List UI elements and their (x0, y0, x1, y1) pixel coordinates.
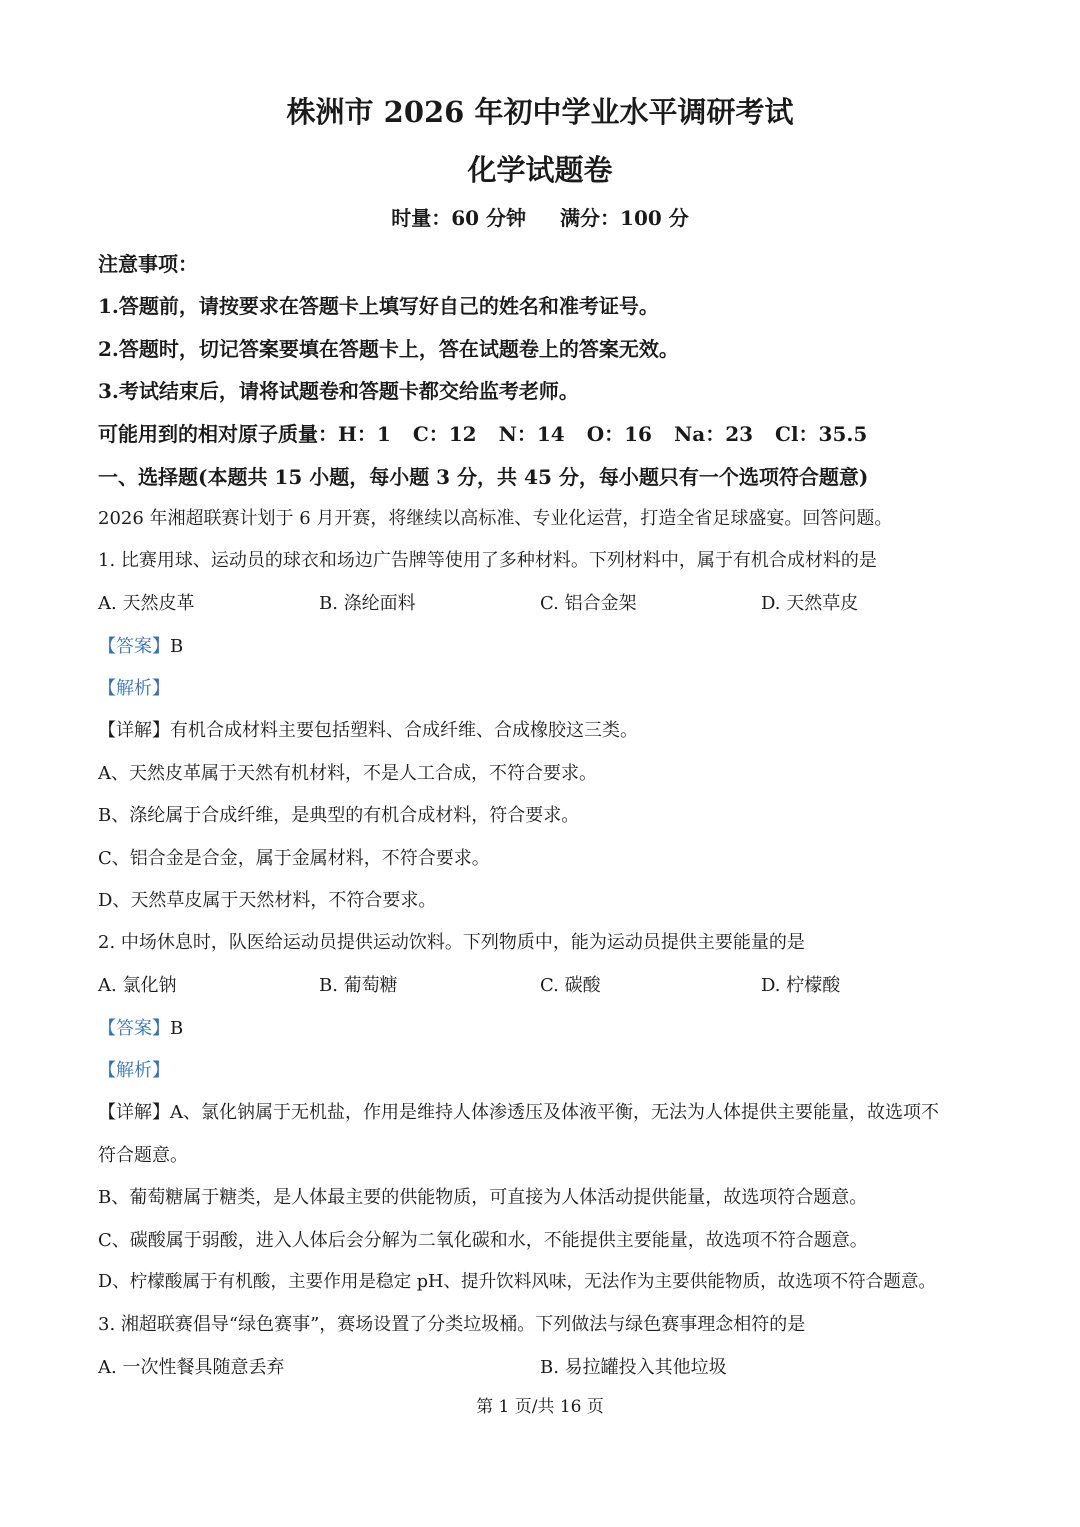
question-1-option-a: A. 天然皮革 (98, 593, 195, 614)
atomic-mass-label: 可能用到的相对原子质量： (98, 422, 338, 446)
notice-item: 2.答题时，切记答案要填在答题卡上，答在试题卷上的答案无效。 (98, 337, 679, 361)
question-2-option-a: A. 氯化钠 (98, 975, 177, 996)
question-2-detail-line: C、碳酸属于弱酸，进入人体后会分解为二氧化碳和水，不能提供主要能量，故选项不符合题意。 (98, 1230, 868, 1251)
question-1-stem: 1. 比赛用球、运动员的球衣和场边广告牌等使用了多种材料。下列材料中，属于有机合成材料的是 (98, 550, 877, 571)
question-2-answer (98, 1014, 183, 1040)
atomic-mass-value: O：16 (586, 422, 652, 446)
page-footer: 第 1 页/共 16 页 (476, 1397, 604, 1417)
question-2-detail-line: D、柠檬酸属于有机酸，主要作用是稳定 pH、提升饮料风味，无法作为主要供能物质，故选项不符合题意。 (98, 1272, 937, 1292)
question-2-option-c: C. 碳酸 (540, 975, 601, 996)
detail-text: 有机合成材料主要包括塑料、合成纤维、合成橡胶这三类。 (170, 720, 638, 741)
exam-meta (0, 202, 1080, 231)
answer-value: B (170, 636, 184, 657)
intro-text: 2026 年湘超联赛计划于 6 月开赛，将继续以高标准、专业化运营，打造全省足球盛宴。回答问题。 (98, 508, 893, 529)
detail-text: A、氯化钠属于无机盐，作用是维持人体渗透压及体液平衡，无法为人体提供主要能量，故选项不 (170, 1102, 939, 1123)
atomic-mass-value: Cl：35.5 (775, 422, 868, 446)
question-2-option-d: D. 柠檬酸 (761, 975, 841, 996)
section-heading: 一、选择题(本题共 15 小题，每小题 3 分，共 45 分，每小题只有一个选项符合题意) (98, 465, 869, 489)
answer-value: B (170, 1018, 184, 1039)
question-3-stem: 3. 湘超联赛倡导“绿色赛事”，赛场设置了分类垃圾桶。下列做法与绿色赛事理念相符的是 (98, 1314, 806, 1335)
question-3-option-b: B. 易拉罐投入其他垃圾 (540, 1357, 727, 1378)
question-2-analysis-label: 【解析】 (98, 1060, 170, 1081)
question-1-option-c: C. 铝合金架 (540, 593, 637, 614)
detail-label: 【详解】 (98, 720, 170, 741)
answer-label: 【答案】 (98, 636, 170, 657)
notice-item: 1.答题前，请按要求在答题卡上填写好自己的姓名和准考证号。 (98, 294, 659, 318)
question-2-detail-line: B、葡萄糖属于糖类，是人体最主要的供能物质，可直接为人体活动提供能量，故选项符合题意。 (98, 1187, 868, 1208)
question-1-detail (98, 716, 638, 742)
question-1-option-d: D. 天然草皮 (761, 593, 859, 614)
question-3-option-a: A. 一次性餐具随意丢弃 (98, 1357, 285, 1378)
atomic-mass-value: Na：23 (673, 422, 754, 446)
atomic-mass (98, 418, 867, 447)
answer-label: 【答案】 (98, 1018, 170, 1039)
question-1-option-b: B. 涤纶面料 (319, 593, 416, 614)
question-2-option-b: B. 葡萄糖 (319, 975, 398, 996)
question-2-stem: 2. 中场休息时，队医给运动员提供运动饮料。下列物质中，能为运动员提供主要能量的是 (98, 932, 805, 953)
time-limit: 时量：60 分钟 (391, 206, 527, 230)
question-1-answer (98, 632, 183, 658)
question-1-detail-line: A、天然皮革属于天然有机材料，不是人工合成，不符合要求。 (98, 763, 597, 784)
atomic-mass-value: H：1 (338, 422, 391, 446)
atomic-mass-value: C：12 (412, 422, 477, 446)
question-2-detail (98, 1098, 939, 1124)
exam-subtitle: 化学试题卷 (467, 153, 613, 187)
notice-heading: 注意事项： (98, 252, 198, 276)
atomic-mass-value: N：14 (498, 422, 565, 446)
detail-label: 【详解】 (98, 1102, 170, 1123)
question-2-detail-cont: 符合题意。 (98, 1145, 188, 1166)
question-1-detail-line: B、涤纶属于合成纤维，是典型的有机合成材料，符合要求。 (98, 805, 580, 826)
question-1-detail-line: D、天然草皮属于天然材料，不符合要求。 (98, 890, 437, 911)
notice-item: 3.考试结束后，请将试题卷和答题卡都交给监考老师。 (98, 379, 579, 403)
exam-title: 株洲市 2026 年初中学业水平调研考试 (286, 95, 794, 129)
question-1-detail-line: C、铝合金是合金，属于金属材料，不符合要求。 (98, 848, 490, 869)
question-1-analysis-label: 【解析】 (98, 678, 170, 699)
full-score: 满分：100 分 (560, 206, 689, 230)
